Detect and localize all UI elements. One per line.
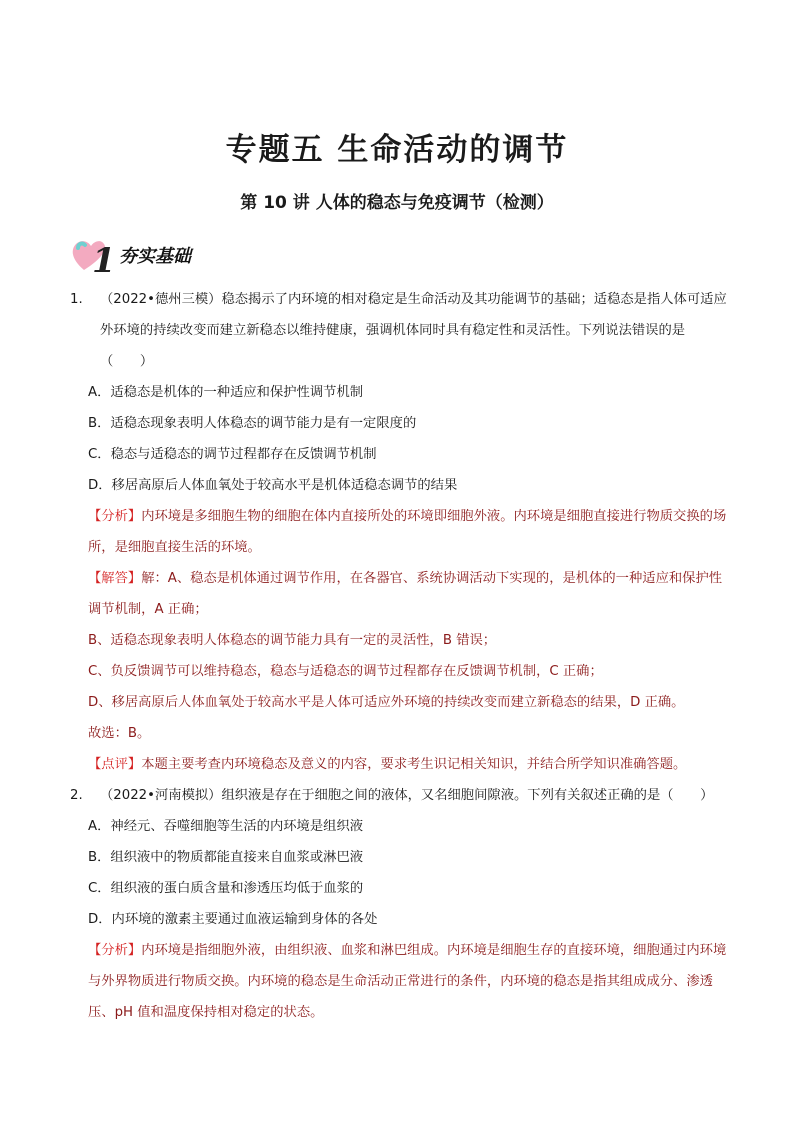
option-c: C．组织液的蛋白质含量和渗透压均低于血浆的 (88, 881, 364, 896)
option-d: D．移居高原后人体血氧处于较高水平是机体适稳态调节的结果 (88, 478, 458, 493)
option-b: B．适稳态现象表明人体稳态的调节能力是有一定限度的 (88, 416, 417, 431)
solution-line (70, 563, 730, 625)
question-list (70, 284, 730, 1028)
heart-number-icon (70, 232, 118, 276)
analysis-text: 内环境是多细胞生物的细胞在体内直接所处的环境即细胞外液。内环境是细胞直接进行物质交换的场所，是细胞直接生活的环境。 (88, 509, 727, 555)
comment-tag: 【点评】 (88, 757, 142, 772)
option-a: A．神经元、吞噬细胞等生活的内环境是组织液 (88, 819, 364, 834)
analysis-tag: 【分析】 (88, 943, 142, 958)
solution-line: B、适稳态现象表明人体稳态的调节能力具有一定的灵活性，B 错误； (88, 633, 497, 648)
analysis-block (70, 501, 730, 563)
question-1 (70, 284, 730, 780)
solution-line: C、负反馈调节可以维持稳态，稳态与适稳态的调节过程都存在反馈调节机制，C 正确； (88, 664, 603, 679)
solution-text: 解：A、稳态是机体通过调节作用，在各器官、系统协调活动下实现的，是机体的一种适应和保护性调节机制，A 正确； (88, 571, 723, 617)
analysis-block (70, 935, 730, 1028)
option-c: C．稳态与适稳态的调节过程都存在反馈调节机制 (88, 447, 377, 462)
option-d: D．内环境的激素主要通过血液运输到身体的各处 (88, 912, 378, 927)
question-stem (70, 284, 730, 377)
comment-block (70, 749, 730, 780)
page-title: 专题五 生命活动的调节 (225, 132, 569, 168)
option-b: B．组织液中的物质都能直接来自血浆或淋巴液 (88, 850, 364, 865)
solution-tag: 【解答】 (88, 571, 142, 586)
comment-text: 本题主要考查内环境稳态及意义的内容，要求考生识记相关知识，并结合所学知识准确答题。 (141, 757, 687, 772)
section-header (70, 232, 270, 276)
section-number: 1 (92, 241, 116, 276)
analysis-text: 内环境是指细胞外液，由组织液、血浆和淋巴组成。内环境是细胞生存的直接环境，细胞通过内环境与外界物质进行物质交换。内环境的稳态是生命活动正常进行的条件，内环境的稳态是指其组成成分、渗透压、pH 值和温度保持相对稳定的状态。 (88, 943, 727, 1020)
analysis-tag: 【分析】 (88, 509, 142, 524)
option-a: A．适稳态是机体的一种适应和保护性调节机制 (88, 385, 364, 400)
solution-line: D、移居高原后人体血氧处于较高水平是人体可适应外环境的持续改变而建立新稳态的结果，D 正确。 (88, 695, 685, 710)
page-subtitle: 第 10 讲 人体的稳态与免疫调节（检测） (240, 193, 554, 213)
question-stem-text: （2022•德州三模）稳态揭示了内环境的相对稳定是生命活动及其功能调节的基础；适稳态是指人体可适应外环境的持续改变而建立新稳态以维持健康，强调机体同时具有稳定性和灵活性。下列说法错误的是（ ） (100, 292, 727, 369)
solution-line: 故选：B。 (88, 726, 151, 741)
question-stem (70, 780, 730, 811)
question-number: 1. (70, 292, 83, 307)
question-stem-text: （2022•河南模拟）组织液是存在于细胞之间的液体，又名细胞间隙液。下列有关叙述正确的是（ ） (100, 788, 714, 803)
section-label: 夯实基础 (119, 246, 191, 267)
question-number: 2. (70, 788, 83, 803)
question-2 (70, 780, 730, 1028)
